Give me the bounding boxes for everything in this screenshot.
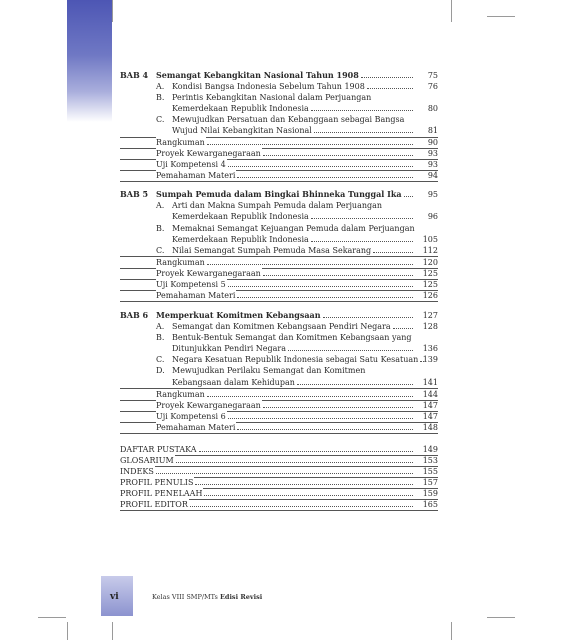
toc-entry-profil-penelaah[interactable] <box>120 488 438 499</box>
footer-page-number: vi <box>110 592 119 602</box>
toc-entry-continued[interactable] <box>120 234 438 245</box>
entry-text: Rangkuman <box>156 390 205 399</box>
page-number: 112 <box>422 246 438 255</box>
entry-text: Kondisi Bangsa Indonesia Sebelum Tahun 1908 <box>172 82 365 91</box>
page-number: 159 <box>422 489 438 498</box>
toc-entry[interactable] <box>120 411 438 422</box>
entry-text: Rangkuman <box>156 258 205 267</box>
page-number: 126 <box>422 291 438 300</box>
page-number: 136 <box>422 344 438 353</box>
page-number: 81 <box>427 126 438 135</box>
entry-text: Pemahaman Materi <box>156 291 236 300</box>
entry-text: Proyek Kewarganegaraan <box>156 149 261 158</box>
entry-letter: B. <box>156 93 165 102</box>
entry-text: Kebangsaan dalam Kehidupan <box>172 378 295 387</box>
toc-entry-profil-editor[interactable] <box>120 499 438 510</box>
page-number: 148 <box>422 423 438 432</box>
entry-letter: C. <box>156 355 165 364</box>
entry-letter: C. <box>156 115 165 124</box>
page-number: 96 <box>427 212 438 221</box>
page-number: 157 <box>422 478 438 487</box>
toc-entry-indeks[interactable] <box>120 466 438 477</box>
page-number: 125 <box>422 280 438 289</box>
page-number: 90 <box>427 138 438 147</box>
entry-letter: A. <box>156 201 165 210</box>
toc-entry[interactable] <box>120 170 438 181</box>
entry-letter: A. <box>156 82 165 91</box>
page-number: 76 <box>427 82 438 91</box>
entry-text: Rangkuman <box>156 138 205 147</box>
toc-entry-profil-penulis[interactable] <box>120 477 438 488</box>
toc-entry[interactable] <box>120 114 438 125</box>
entry-text: Proyek Kewarganegaraan <box>156 269 261 278</box>
entry-text: Uji Kompetensi 4 <box>156 160 226 169</box>
page-number: 93 <box>427 149 438 158</box>
toc-entry[interactable] <box>120 389 438 400</box>
page-number: 80 <box>427 104 438 113</box>
toc-entry[interactable] <box>120 137 438 148</box>
toc-entry-daftar-pustaka[interactable] <box>120 444 438 455</box>
toc-entry[interactable] <box>120 268 438 279</box>
chapter-label: BAB 5 <box>120 189 149 199</box>
chapter-label: BAB 6 <box>120 310 149 320</box>
entry-text: Uji Kompetensi 6 <box>156 412 226 421</box>
toc-entry[interactable] <box>120 321 438 332</box>
toc-entry[interactable] <box>120 279 438 290</box>
page-number: 139 <box>422 355 438 364</box>
entry-letter: C. <box>156 246 165 255</box>
toc-entry[interactable] <box>120 159 438 170</box>
entry-letter: D. <box>156 366 165 375</box>
toc-entry[interactable] <box>120 223 438 234</box>
entry-text: Kemerdekaan Republik Indonesia <box>172 212 309 221</box>
toc-entry[interactable] <box>120 400 438 411</box>
page-number: 144 <box>422 390 438 399</box>
entry-text: Nilai Semangat Sumpah Pemuda Masa Sekarang <box>172 246 372 255</box>
divider <box>120 301 438 302</box>
page-number: 141 <box>422 378 438 387</box>
page-number: 147 <box>422 401 438 410</box>
entry-text: Kemerdekaan Republik Indonesia <box>172 104 309 113</box>
page-number: 165 <box>422 500 438 509</box>
book-edition: Edisi Revisi <box>219 593 263 601</box>
entry-text: PROFIL PENULIS <box>120 478 194 487</box>
entry-text: Uji Kompetensi 5 <box>156 280 226 289</box>
entry-text: PROFIL PENELAAH <box>120 489 203 498</box>
toc-entry-glosarium[interactable] <box>120 455 438 466</box>
entry-text: INDEKS <box>120 467 154 476</box>
entry-text: Mewujudkan Persatuan dan Kebanggaan sebagai Bangsa <box>172 115 405 124</box>
divider <box>120 510 438 511</box>
page-number: 128 <box>422 322 438 331</box>
chapter-6-heading[interactable] <box>120 310 438 321</box>
entry-text: Mewujudkan Perilaku Semangat dan Komitmen <box>172 366 366 375</box>
toc-entry[interactable] <box>120 354 438 365</box>
page-number: 95 <box>427 190 438 199</box>
toc-entry[interactable] <box>120 365 438 376</box>
page-number: 149 <box>422 445 438 454</box>
entry-text: Pemahaman Materi <box>156 423 236 432</box>
entry-text: PROFIL EDITOR <box>120 500 188 509</box>
chapter-title: Sumpah Pemuda dalam Bingkai Bhinneka Tunggal Ika <box>156 189 402 199</box>
page-number: 153 <box>422 456 438 465</box>
entry-letter: B. <box>156 224 165 233</box>
entry-letter: A. <box>156 322 165 331</box>
toc-entry[interactable] <box>120 422 438 433</box>
entry-text: Ditunjukkan Pendiri Negara <box>172 344 287 353</box>
footer-book-title <box>152 593 262 601</box>
entry-text: GLOSARIUM <box>120 456 174 465</box>
page-number: 127 <box>422 311 438 320</box>
page-number: 93 <box>427 160 438 169</box>
toc-entry[interactable] <box>120 200 438 211</box>
entry-text: Wujud Nilai Kebangkitan Nasional <box>172 126 312 135</box>
toc-entry-continued[interactable] <box>120 343 438 354</box>
page-number: 147 <box>422 412 438 421</box>
page-number: 75 <box>427 71 438 80</box>
chapter-5-heading[interactable] <box>120 189 438 200</box>
entry-text: Bentuk-Bentuk Semangat dan Komitmen Kebangsaan yang <box>172 333 412 342</box>
toc-entry-continued[interactable] <box>120 377 438 388</box>
toc-entry[interactable] <box>120 257 438 268</box>
toc-entry[interactable] <box>120 245 438 256</box>
entry-text: DAFTAR PUSTAKA <box>120 445 197 454</box>
toc-entry[interactable] <box>120 148 438 159</box>
chapter-label: BAB 4 <box>120 70 149 80</box>
toc-entry[interactable] <box>120 81 438 92</box>
book-name: Kelas VIII SMP/MTs <box>152 593 218 601</box>
entry-text: Negara Kesatuan Republik Indonesia sebagai Satu Kesatuan <box>172 355 419 364</box>
chapter-title: Semangat Kebangkitan Nasional Tahun 1908 <box>156 70 359 80</box>
chapter-title: Memperkuat Komitmen Kebangsaan <box>156 310 321 320</box>
entry-text: Kemerdekaan Republik Indonesia <box>172 235 309 244</box>
page-number: 94 <box>427 171 438 180</box>
page-number: 120 <box>422 258 438 267</box>
toc-entry-continued[interactable] <box>120 211 438 222</box>
entry-text: Arti dan Makna Sumpah Pemuda dalam Perjuangan <box>172 201 383 210</box>
page-number: 125 <box>422 269 438 278</box>
toc-entry-continued[interactable] <box>120 103 438 114</box>
page-number: 105 <box>422 235 438 244</box>
entry-text: Semangat dan Komitmen Kebangsaan Pendiri Negara <box>172 322 391 331</box>
toc-entry[interactable] <box>120 92 438 103</box>
divider <box>120 181 438 182</box>
entry-letter: B. <box>156 333 165 342</box>
chapter-4-heading[interactable] <box>120 70 438 81</box>
divider <box>120 433 438 434</box>
entry-text: Perintis Kebangkitan Nasional dalam Perjuangan <box>172 93 372 102</box>
entry-text: Pemahaman Materi <box>156 171 236 180</box>
entry-text: Memaknai Semangat Kejuangan Pemuda dalam Perjuangan <box>172 224 415 233</box>
toc-entry-continued[interactable] <box>120 125 438 136</box>
toc-entry[interactable] <box>120 332 438 343</box>
entry-text: Proyek Kewarganegaraan <box>156 401 261 410</box>
toc-entry[interactable] <box>120 290 438 301</box>
page-number: 155 <box>422 467 438 476</box>
